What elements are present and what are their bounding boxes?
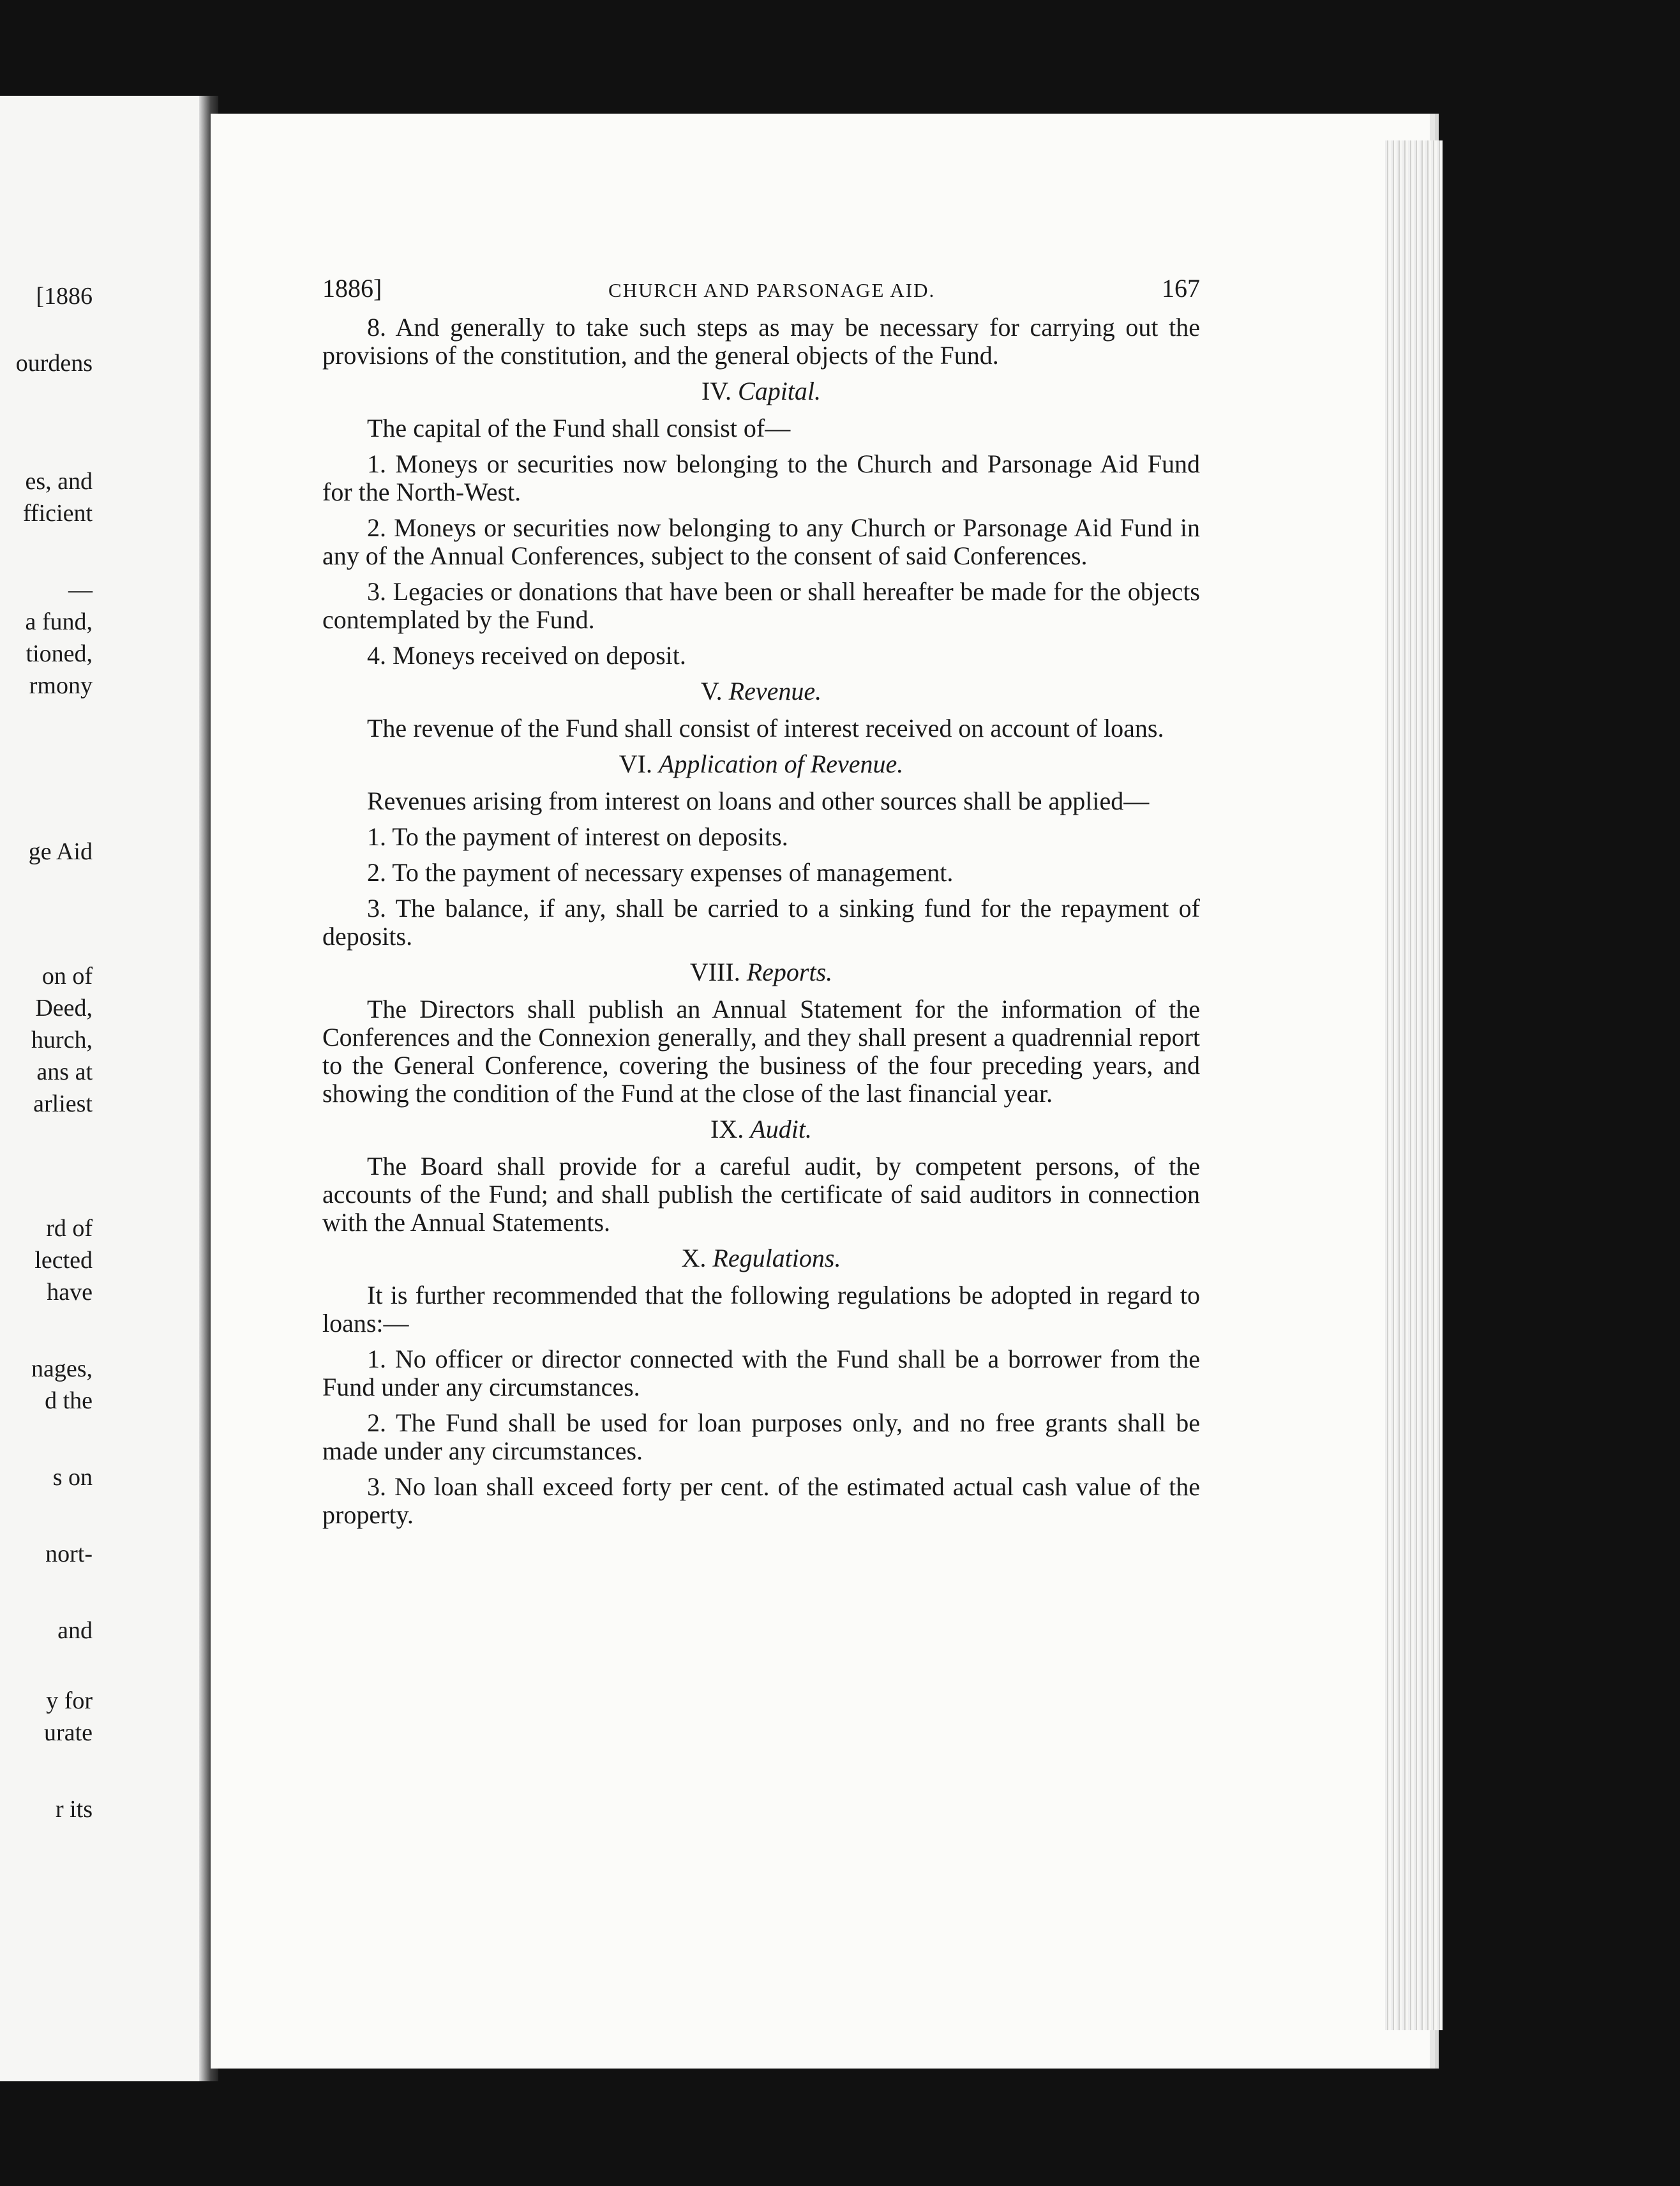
- section-title: Reports.: [746, 958, 833, 986]
- left-page-line: nages,: [31, 1355, 93, 1382]
- paragraph: The revenue of the Fund shall consist of interest received on account of loans.: [367, 714, 1164, 742]
- running-head: [322, 275, 1200, 305]
- left-page-line: ge Aid: [28, 838, 93, 865]
- left-page-line: lected: [34, 1247, 93, 1274]
- list-item: 2. To the payment of necessary expenses of management.: [367, 858, 954, 887]
- list-item: 8. And generally to take such steps as may be necessary for carrying out the provisions of the constitution, and the general objects of the Fund.: [322, 313, 1200, 370]
- paragraph: The capital of the Fund shall consist of—: [367, 414, 791, 442]
- list-item: 3. The balance, if any, shall be carried to a sinking fund for the repayment of deposits.: [322, 894, 1200, 951]
- left-page-line: urate: [44, 1719, 93, 1746]
- left-page-line: tioned,: [26, 640, 93, 667]
- left-page-line: nort-: [45, 1541, 93, 1567]
- left-page-line: rd of: [46, 1215, 93, 1242]
- page-content: [322, 275, 1200, 1537]
- list-item: 1. No officer or director connected with the Fund shall be a borrower from the Fund under any circumstances.: [322, 1345, 1200, 1401]
- list-item: 2. The Fund shall be used for loan purposes only, and no free grants shall be made under any circumstances.: [322, 1408, 1200, 1465]
- section-heading: [322, 1244, 1200, 1272]
- left-page-line: s on: [52, 1464, 93, 1491]
- list-item: 3. No loan shall exceed forty per cent. of the estimated actual cash value of the property.: [322, 1472, 1200, 1529]
- section-number: V.: [700, 677, 723, 705]
- left-page-line: rmony: [29, 672, 93, 699]
- section-heading: [322, 677, 1200, 705]
- section-number: IX.: [710, 1115, 744, 1143]
- section-title: Application of Revenue.: [659, 750, 904, 778]
- left-page-line: [1886: [36, 283, 93, 310]
- section-title: Regulations.: [712, 1244, 841, 1272]
- left-page-line: r its: [55, 1796, 93, 1823]
- section-title: Capital.: [738, 377, 821, 405]
- paragraph: It is further recommended that the following regulations be adopted in regard to loans:—: [322, 1281, 1200, 1338]
- list-item: 1. Moneys or securities now belonging to the Church and Parsonage Aid Fund for the North-West.: [322, 449, 1200, 506]
- running-head-year: 1886]: [322, 274, 382, 303]
- section-heading: [322, 958, 1200, 986]
- left-page-line: hurch,: [31, 1027, 93, 1053]
- left-page-line: have: [47, 1279, 93, 1306]
- left-page-line: y for: [46, 1687, 93, 1714]
- left-page-line: —: [68, 577, 93, 603]
- left-page: [0, 96, 211, 2081]
- left-page-line: arliest: [33, 1090, 93, 1117]
- section-number: VIII.: [689, 958, 740, 986]
- section-title: Audit.: [750, 1115, 812, 1143]
- page-number: 167: [1161, 274, 1200, 303]
- paragraph: Revenues arising from interest on loans and other sources shall be applied—: [367, 787, 1150, 815]
- left-page-line: and: [57, 1617, 93, 1644]
- page-fore-edge: [1385, 140, 1443, 2030]
- paragraph: The Directors shall publish an Annual Statement for the information of the Conferences and the Connexion generally, and they shall present a quadrennial report to the General Conference, covering the business of the four preceding years, and showing the condition of the Fund at the close of the last financial year.: [322, 995, 1200, 1108]
- section-number: IV.: [701, 377, 732, 405]
- section-number: VI.: [619, 750, 652, 778]
- left-page-line: a fund,: [25, 608, 93, 635]
- left-page-line: fficient: [22, 500, 93, 527]
- paragraph: The Board shall provide for a careful audit, by competent persons, of the accounts of the Fund; and shall publish the certificate of said auditors in connection with the Annual Statements.: [322, 1152, 1200, 1237]
- list-item: 4. Moneys received on deposit.: [367, 641, 686, 670]
- running-head-title: CHURCH AND PARSONAGE AID.: [608, 279, 936, 301]
- section-heading: [322, 1115, 1200, 1143]
- list-item: 1. To the payment of interest on deposits.: [367, 822, 788, 851]
- left-page-line: on of: [41, 963, 93, 990]
- section-title: Revenue.: [728, 677, 822, 705]
- left-page-line: es, and: [25, 468, 93, 495]
- body-text: [322, 313, 1200, 1529]
- left-page-line: d the: [45, 1387, 93, 1414]
- left-page-line: ourdens: [15, 350, 93, 377]
- section-heading: [322, 377, 1200, 405]
- section-number: X.: [681, 1244, 707, 1272]
- list-item: 2. Moneys or securities now belonging to any Church or Parsonage Aid Fund in any of the Annual Conferences, subject to the consent of said Conferences.: [322, 513, 1200, 570]
- left-page-line: Deed,: [35, 995, 93, 1021]
- list-item: 3. Legacies or donations that have been or shall hereafter be made for the objects contemplated by the Fund.: [322, 577, 1200, 634]
- section-heading: [322, 750, 1200, 778]
- left-page-line: ans at: [36, 1059, 93, 1085]
